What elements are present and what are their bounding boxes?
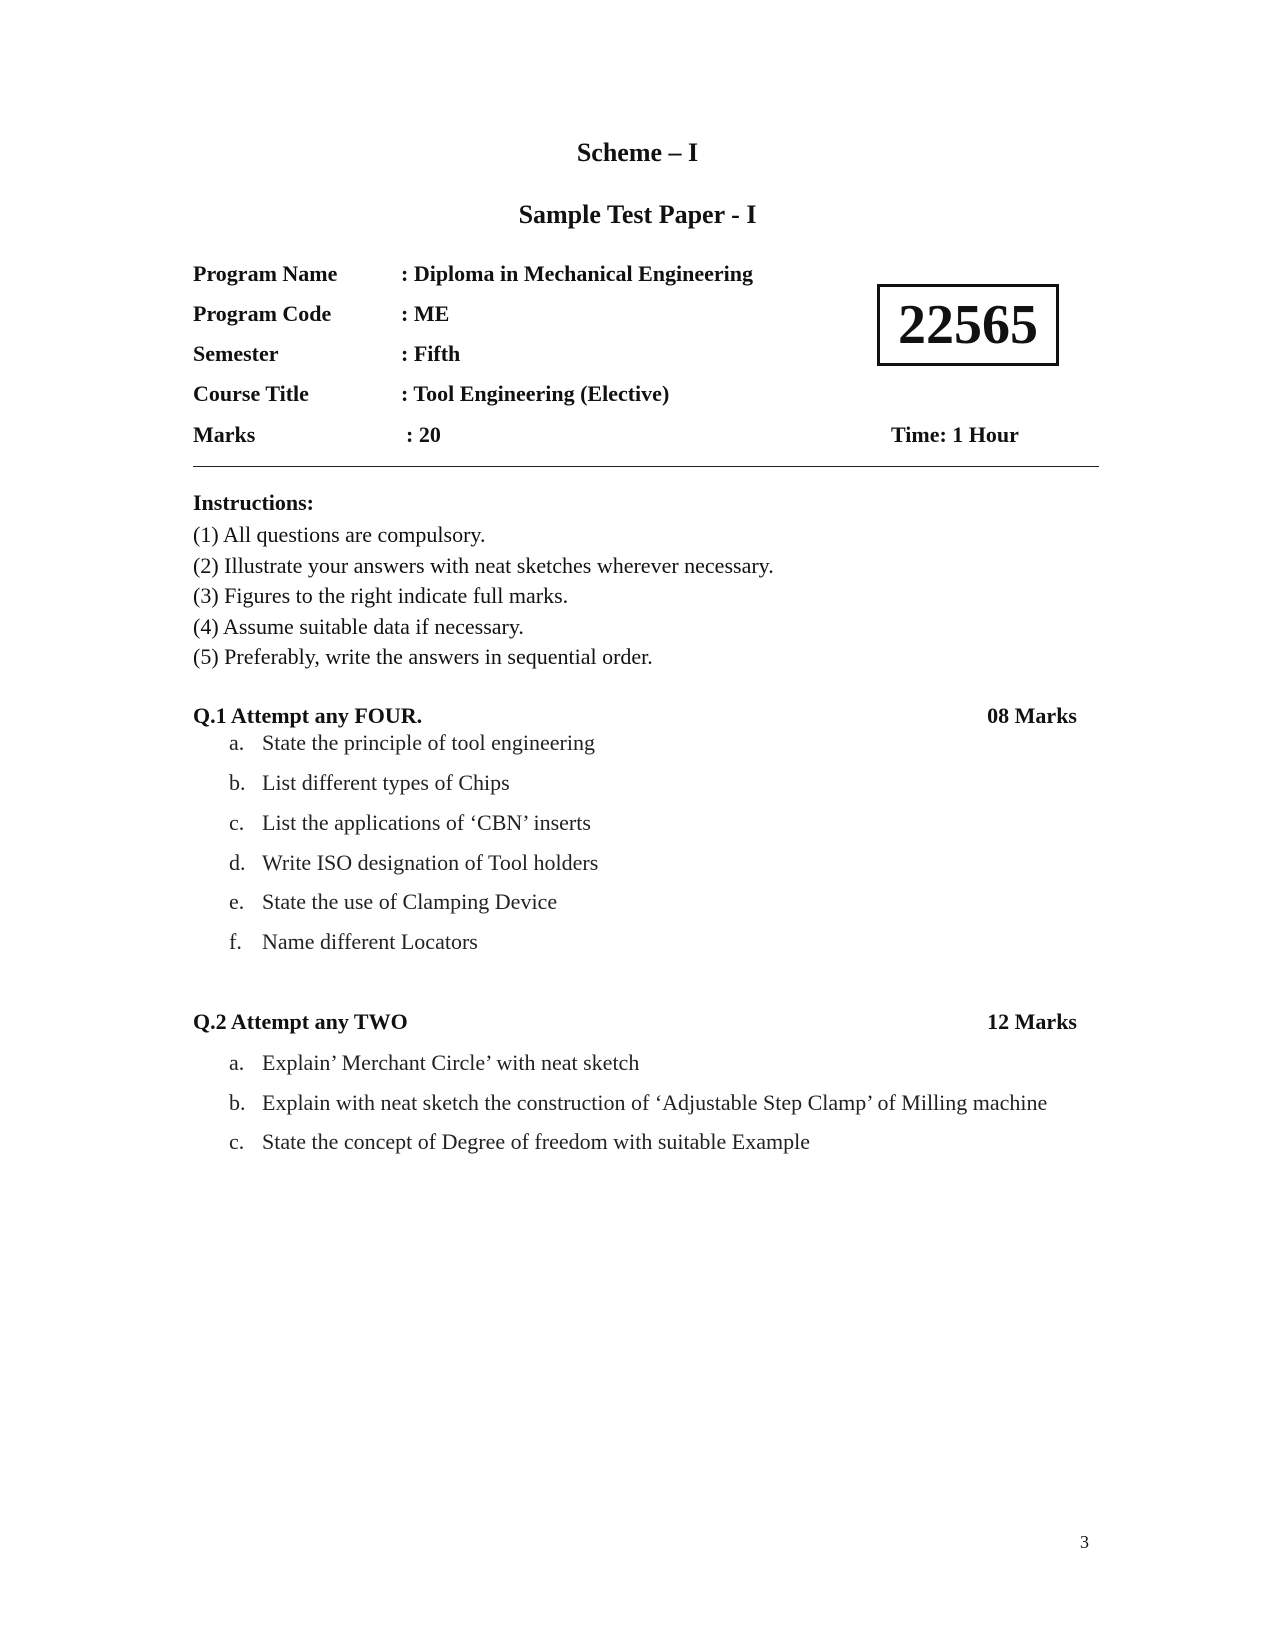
scheme-title: Scheme – I: [576, 138, 699, 167]
semester-label: Semester: [193, 341, 279, 366]
header-divider: [193, 466, 1099, 467]
marks-label: Marks: [193, 422, 256, 447]
page-number: 3: [1080, 1532, 1089, 1552]
instruction-item: (2) Illustrate your answers with neat sketches wherever necessary.: [193, 553, 774, 578]
question-item-letter: a.: [229, 730, 245, 755]
instruction-item: (4) Assume suitable data if necessary.: [193, 614, 524, 639]
instruction-item: (5) Preferably, write the answers in sequential order.: [193, 644, 653, 669]
question-item-text: State the use of Clamping Device: [262, 889, 558, 914]
question-item-letter: b.: [229, 1090, 246, 1115]
question-item-letter: e.: [229, 889, 245, 914]
program-code-value: : ME: [401, 301, 450, 326]
question-item-text: Explain’ Merchant Circle’ with neat sketch: [262, 1050, 640, 1075]
question-item-letter: f.: [229, 929, 242, 954]
question-item-text: Name different Locators: [262, 929, 478, 954]
question-item-letter: b.: [229, 770, 246, 795]
question-2-marks: 12 Marks: [987, 1009, 1077, 1034]
question-item-text: Explain with neat sketch the construction of ‘Adjustable Step Clamp’ of Milling machine: [262, 1090, 1048, 1115]
question-item-text: List different types of Chips: [262, 770, 510, 795]
instruction-item: (3) Figures to the right indicate full marks.: [193, 583, 569, 608]
question-2-heading: Q.2 Attempt any TWO: [193, 1009, 408, 1034]
question-item-text: List the applications of ‘CBN’ inserts: [262, 810, 591, 835]
question-item-text: State the principle of tool engineering: [262, 730, 595, 755]
course-title-label: Course Title: [193, 381, 309, 406]
marks-value: : 20: [406, 422, 441, 447]
question-item-letter: d.: [229, 850, 246, 875]
question-item-text: State the concept of Degree of freedom with suitable Example: [262, 1129, 810, 1154]
instruction-item: (1) All questions are compulsory.: [193, 522, 486, 547]
time-label: Time: 1 Hour: [891, 422, 1019, 447]
paper-title: Sample Test Paper - I: [518, 200, 757, 229]
question-1-marks: 08 Marks: [987, 703, 1077, 728]
question-item-text: Write ISO designation of Tool holders: [262, 850, 599, 875]
program-code-label: Program Code: [193, 301, 332, 326]
program-name-value: : Diploma in Mechanical Engineering: [401, 261, 753, 286]
question-item-letter: c.: [229, 1129, 245, 1154]
course-code-box: 22565: [877, 284, 1059, 366]
instructions-heading: Instructions:: [193, 490, 315, 515]
question-1-heading: Q.1 Attempt any FOUR.: [193, 703, 423, 728]
question-item-letter: a.: [229, 1050, 245, 1075]
question-item-letter: c.: [229, 810, 245, 835]
semester-value: : Fifth: [401, 341, 461, 366]
program-name-label: Program Name: [193, 261, 338, 286]
course-title-value: : Tool Engineering (Elective): [401, 381, 670, 406]
